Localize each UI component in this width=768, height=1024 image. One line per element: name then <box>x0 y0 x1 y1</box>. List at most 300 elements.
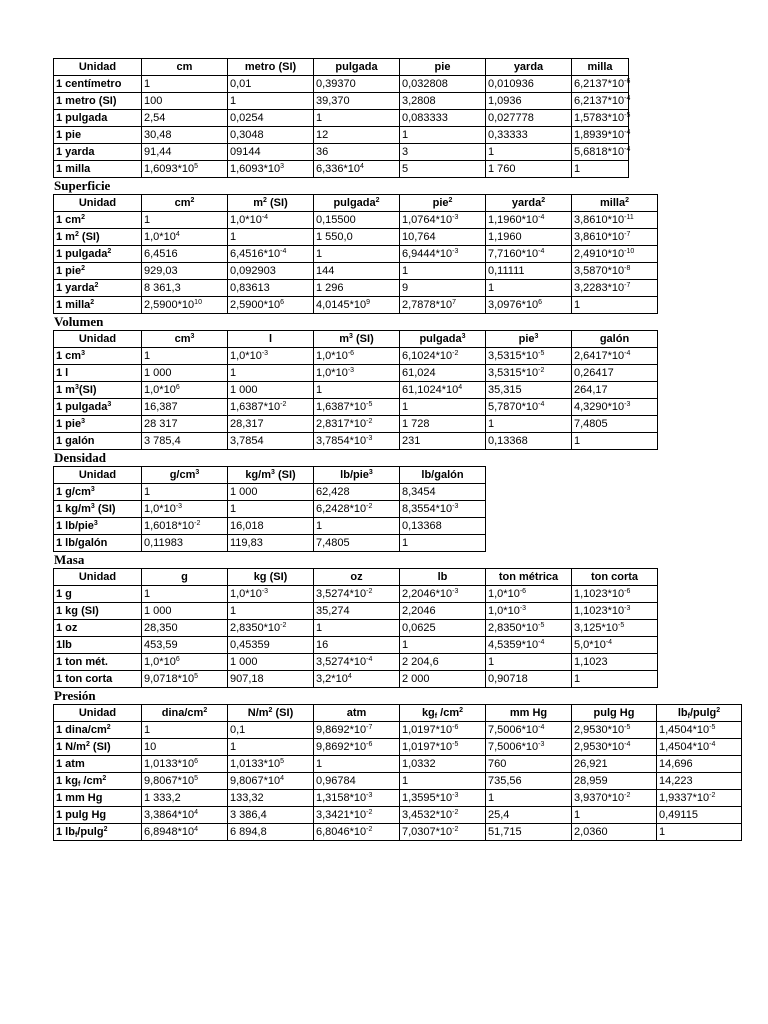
table-cell: $9,8067*10^4$ <box>228 773 314 790</box>
row-unit-label: 1 yarda$^2$ <box>54 280 142 297</box>
table-cell: $7,7160*10^{-4}$ <box>486 246 572 263</box>
table-cell: 1 <box>142 484 228 501</box>
table-cell: $2,5900*10^6$ <box>228 297 314 314</box>
table-cell: 1 <box>400 127 486 144</box>
table-cell: $5,7870*10^{-4}$ <box>486 399 572 416</box>
column-header: pie <box>400 59 486 76</box>
table-row <box>54 212 658 229</box>
table-cell: 231 <box>400 433 486 450</box>
table-row <box>54 722 742 739</box>
table-row <box>54 433 658 450</box>
table-cell: 2 000 <box>400 671 486 688</box>
table-row <box>54 76 629 93</box>
table-cell: $1,4504*10^{-5}$ <box>657 722 742 739</box>
table-cell: 1 <box>572 161 629 178</box>
row-unit-label: 1 milla <box>54 161 142 178</box>
table-row <box>54 416 658 433</box>
table-cell: $6,336*10^4$ <box>314 161 400 178</box>
table-cell: 0,90718 <box>486 671 572 688</box>
row-unit-label: 1 milla$^2$ <box>54 297 142 314</box>
table-cell: $1,0133*10^6$ <box>142 756 228 773</box>
table-cell: 0,11983 <box>142 535 228 552</box>
table-cell: 1 <box>228 229 314 246</box>
table-cell: $4,0145*10^9$ <box>314 297 400 314</box>
table-cell: 2 204,6 <box>400 654 486 671</box>
table-cell: $6,4516*10^{-4}$ <box>228 246 314 263</box>
table-cell: $9,8692*10^{-7}$ <box>314 722 400 739</box>
table-cell: $2,8317*10^{-2}$ <box>314 416 400 433</box>
row-unit-label: 1 pulgada$^2$ <box>54 246 142 263</box>
row-unit-label: 1 $g/cm^3$ <box>54 484 142 501</box>
column-header: atm <box>314 705 400 722</box>
table-row <box>54 807 742 824</box>
table-cell: $5,0*10^{-4}$ <box>572 637 658 654</box>
table-cell: $3,4532*10^{-2}$ <box>400 807 486 824</box>
row-unit-label: 1 ton corta <box>54 671 142 688</box>
column-header: ton métrica <box>486 569 572 586</box>
table-cell: 28,317 <box>228 416 314 433</box>
table-cell: $4,3290*10^{-3}$ <box>572 399 658 416</box>
table-row <box>54 586 658 603</box>
table-superficie <box>53 194 658 314</box>
row-unit-label: 1 ton mét. <box>54 654 142 671</box>
section-title-volumen: Volumen <box>54 314 104 329</box>
table-presion <box>53 704 742 841</box>
table-cell: 0,027778 <box>486 110 572 127</box>
column-header-unidad: Unidad <box>54 331 142 348</box>
table-cell: $1,1023*10^{-3}$ <box>572 603 658 620</box>
table-cell: 1 <box>314 110 400 127</box>
table-cell: 0,15500 <box>314 212 400 229</box>
table-cell: $1,8939*10^{-4}$ <box>572 127 629 144</box>
table-cell: $1,5783*10^{-5}$ <box>572 110 629 127</box>
table-cell: 1 000 <box>228 484 314 501</box>
table-cell: $9,8067*10^5$ <box>142 773 228 790</box>
table-cell: 1 <box>486 790 572 807</box>
table-cell: 1 <box>572 433 658 450</box>
table-row <box>54 144 629 161</box>
column-header: yarda$^2$ <box>486 195 572 212</box>
table-cell: $6,8046*10^{-2}$ <box>314 824 400 841</box>
table-cell: 1 728 <box>400 416 486 433</box>
conversion-page <box>53 50 743 841</box>
row-unit-label: 1 yarda <box>54 144 142 161</box>
table-cell: 1 <box>486 280 572 297</box>
table-cell: 28,350 <box>142 620 228 637</box>
column-header: galón <box>572 331 658 348</box>
column-header-unidad: Unidad <box>54 569 142 586</box>
header-row <box>54 195 658 212</box>
table-cell: 1 000 <box>228 654 314 671</box>
table-cell: 8,3454 <box>400 484 486 501</box>
table-cell: 735,56 <box>486 773 572 790</box>
row-unit-label: 1 galón <box>54 433 142 450</box>
table-cell: 3,7854 <box>228 433 314 450</box>
column-header-unidad: Unidad <box>54 59 142 76</box>
table-cell: $1,1023*10^{-6}$ <box>572 586 658 603</box>
table-cell: $3,5315*10^{-5}$ <box>486 348 572 365</box>
column-header-unidad: Unidad <box>54 705 142 722</box>
table-cell: 1 <box>228 93 314 110</box>
table-cell: 2,2046 <box>400 603 486 620</box>
table-cell: 1 <box>142 76 228 93</box>
table-cell: $3,9370*10^{-2}$ <box>572 790 657 807</box>
table-cell: 0,39370 <box>314 76 400 93</box>
table-cell: 28,959 <box>572 773 657 790</box>
row-unit-label: 1 mm Hg <box>54 790 142 807</box>
table-cell: 8 361,3 <box>142 280 228 297</box>
table-row <box>54 790 742 807</box>
table-cell: 1 000 <box>142 365 228 382</box>
table-cell: 1 <box>657 824 742 841</box>
table-row <box>54 671 658 688</box>
column-header: $cm^2$ <box>142 195 228 212</box>
column-header: $kg/m^3$ (SI) <box>228 467 314 484</box>
table-cell: 0,092903 <box>228 263 314 280</box>
column-header: $m^3$ (SI) <box>314 331 400 348</box>
table-cell: $2,4910*10^{-10}$ <box>572 246 658 263</box>
table-cell: 119,83 <box>228 535 314 552</box>
table-row <box>54 773 742 790</box>
table-cell: 0,26417 <box>572 365 658 382</box>
table-cell: 144 <box>314 263 400 280</box>
table-cell: 1 <box>228 739 314 756</box>
table-cell: 14,696 <box>657 756 742 773</box>
table-cell: $1,0197*10^{-5}$ <box>400 739 486 756</box>
table-cell: 1 <box>486 654 572 671</box>
column-header: $g/cm^3$ <box>142 467 228 484</box>
row-unit-label: 1 $N/m^2$ (SI) <box>54 739 142 756</box>
table-row <box>54 603 658 620</box>
table-cell: 39,370 <box>314 93 400 110</box>
column-header: pulgada$^2$ <box>314 195 400 212</box>
table-cell: 30,48 <box>142 127 228 144</box>
table-cell: $2,6417*10^{-4}$ <box>572 348 658 365</box>
table-row <box>54 161 629 178</box>
table-cell: $3,5274*10^{-2}$ <box>314 586 400 603</box>
row-unit-label: 1 $kg_f$ $/cm^2$ <box>54 773 142 790</box>
table-cell: $3,8610*10^{-7}$ <box>572 229 658 246</box>
table-cell: 1,1023 <box>572 654 658 671</box>
table-cell: 0,010936 <box>486 76 572 93</box>
section-title-masa: Masa <box>54 552 85 567</box>
table-row <box>54 824 742 841</box>
table-cell: $3,5274*10^{-4}$ <box>314 654 400 671</box>
section-title-presion: Presión <box>54 688 96 703</box>
table-row <box>54 501 486 518</box>
table-cell: 6,4516 <box>142 246 228 263</box>
table-cell: $1,6093*10^3$ <box>228 161 314 178</box>
table-cell: 28 317 <box>142 416 228 433</box>
column-header: dina/$cm^2$ <box>142 705 228 722</box>
table-cell: 0,01 <box>228 76 314 93</box>
table-cell: $1,0*10^4$ <box>142 229 228 246</box>
table-row <box>54 127 629 144</box>
column-header: kg (SI) <box>228 569 314 586</box>
column-header: pie$^3$ <box>486 331 572 348</box>
column-header: milla <box>572 59 629 76</box>
row-unit-label: 1 $kg/m^3$ (SI) <box>54 501 142 518</box>
table-densidad <box>53 466 486 552</box>
row-unit-label: 1 kg (SI) <box>54 603 142 620</box>
table-cell: 2,0360 <box>572 824 657 841</box>
table-row <box>54 348 658 365</box>
table-cell: 1 <box>400 399 486 416</box>
table-row <box>54 535 486 552</box>
table-cell: 3,2808 <box>400 93 486 110</box>
table-cell: $1,0*10^{-6}$ <box>486 586 572 603</box>
table-cell: $3,2*10^4$ <box>314 671 400 688</box>
table-cell: 61,024 <box>400 365 486 382</box>
table-cell: $1,9337*10^{-2}$ <box>657 790 742 807</box>
row-unit-label: 1 dina/$cm^2$ <box>54 722 142 739</box>
table-cell: 0,49115 <box>657 807 742 824</box>
row-unit-label: 1 centímetro <box>54 76 142 93</box>
column-header: lb <box>400 569 486 586</box>
table-cell: 1 <box>142 348 228 365</box>
table-cell: 907,18 <box>228 671 314 688</box>
table-cell: 16,387 <box>142 399 228 416</box>
table-cell: 1 <box>314 518 400 535</box>
header-row <box>54 59 629 76</box>
column-header: $lb_f/pulg^2$ <box>657 705 742 722</box>
table-cell: $3,125*10^{-5}$ <box>572 620 658 637</box>
row-unit-label: 1 pulgada$^3$ <box>54 399 142 416</box>
table-cell: 0,3048 <box>228 127 314 144</box>
table-cell: 1 760 <box>486 161 572 178</box>
row-unit-label: 1 $lb_f/pulg^2$ <box>54 824 142 841</box>
table-cell: 0,083333 <box>400 110 486 127</box>
table-cell: $1,6018*10^{-2}$ <box>142 518 228 535</box>
table-cell: 0,83613 <box>228 280 314 297</box>
row-unit-label: 1 oz <box>54 620 142 637</box>
table-cell: 1 <box>572 671 658 688</box>
table-cell: $1,1960*10^{-4}$ <box>486 212 572 229</box>
table-cell: 9 <box>400 280 486 297</box>
table-cell: $3,7854*10^{-3}$ <box>314 433 400 450</box>
table-cell: 25,4 <box>486 807 572 824</box>
table-cell: $1,0*10^{-3}$ <box>486 603 572 620</box>
table-cell: $1,0133*10^5$ <box>228 756 314 773</box>
table-cell: 1 <box>228 365 314 382</box>
table-cell: 100 <box>142 93 228 110</box>
table-cell: 16 <box>314 637 400 654</box>
table-cell: 264,17 <box>572 382 658 399</box>
table-row <box>54 263 658 280</box>
table-cell: 1 000 <box>142 603 228 620</box>
table-cell: $1,6093*10^5$ <box>142 161 228 178</box>
table-row <box>54 518 486 535</box>
table-cell: $7,0307*10^{-2}$ <box>400 824 486 841</box>
table-cell: 0,032808 <box>400 76 486 93</box>
table-cell: $2,8350*10^{-2}$ <box>228 620 314 637</box>
table-row <box>54 229 658 246</box>
table-cell: 2,54 <box>142 110 228 127</box>
table-cell: $3,5870*10^{-8}$ <box>572 263 658 280</box>
table-cell: 35,274 <box>314 603 400 620</box>
table-cell: $2,8350*10^{-5}$ <box>486 620 572 637</box>
table-cell: 1 <box>142 212 228 229</box>
table-cell: $2,9530*10^{-5}$ <box>572 722 657 739</box>
row-unit-label: 1 g <box>54 586 142 603</box>
table-cell: 1 <box>572 807 657 824</box>
table-cell: 1 <box>228 603 314 620</box>
table-row <box>54 399 658 416</box>
column-header: $m^2$ (SI) <box>228 195 314 212</box>
table-cell: $6,2428*10^{-2}$ <box>314 501 400 518</box>
table-cell: 0,45359 <box>228 637 314 654</box>
table-cell: 1 333,2 <box>142 790 228 807</box>
row-unit-label: 1 $m^3(SI)$ <box>54 382 142 399</box>
table-cell: 1,1960 <box>486 229 572 246</box>
table-cell: $6,2137*10^{-4}$ <box>572 93 629 110</box>
table-cell: 0,11111 <box>486 263 572 280</box>
table-cell: 1 <box>400 535 486 552</box>
header-row <box>54 467 486 484</box>
column-header: pulgada <box>314 59 400 76</box>
table-row <box>54 637 658 654</box>
table-cell: $1,3158*10^{-3}$ <box>314 790 400 807</box>
table-cell: $3,3421*10^{-2}$ <box>314 807 400 824</box>
column-header: g <box>142 569 228 586</box>
table-cell: 62,428 <box>314 484 400 501</box>
table-cell: 3 785,4 <box>142 433 228 450</box>
table-cell: $6,2137*10^{-6}$ <box>572 76 629 93</box>
table-cell: $4,5359*10^{-4}$ <box>486 637 572 654</box>
row-unit-label: 1 lb/galón <box>54 535 142 552</box>
row-unit-label: 1 lb/pie$^3$ <box>54 518 142 535</box>
column-header-unidad: Unidad <box>54 467 142 484</box>
table-row <box>54 280 658 297</box>
row-unit-label: 1lb <box>54 637 142 654</box>
column-header: lb/galón <box>400 467 486 484</box>
table-cell: 10,764 <box>400 229 486 246</box>
table-row <box>54 93 629 110</box>
column-header: pulg Hg <box>572 705 657 722</box>
table-cell: $1,0*10^{-3}$ <box>228 586 314 603</box>
table-cell: 09144 <box>228 144 314 161</box>
table-cell: 1 <box>400 263 486 280</box>
column-header: mm Hg <box>486 705 572 722</box>
table-row <box>54 620 658 637</box>
table-cell: 3 <box>400 144 486 161</box>
table-cell: 0,1 <box>228 722 314 739</box>
table-cell: 6 894,8 <box>228 824 314 841</box>
table-cell: 1 <box>314 246 400 263</box>
table-cell: 1 <box>486 416 572 433</box>
table-volumen <box>53 330 658 450</box>
table-cell: 1 <box>142 722 228 739</box>
table-cell: 760 <box>486 756 572 773</box>
table-cell: 1 <box>314 620 400 637</box>
table-row <box>54 484 486 501</box>
table-cell: 1 <box>486 144 572 161</box>
column-header: cm <box>142 59 228 76</box>
table-cell: 1 <box>400 637 486 654</box>
table-cell: $2,5900*10^{10}$ <box>142 297 228 314</box>
row-unit-label: 1 $cm^3$ <box>54 348 142 365</box>
section-title-densidad: Densidad <box>54 450 107 465</box>
row-unit-label: 1 $cm^2$ <box>54 212 142 229</box>
table-cell: $3,2283*10^{-7}$ <box>572 280 658 297</box>
table-cell: $2,2046*10^{-3}$ <box>400 586 486 603</box>
row-unit-label: 1 pie$^2$ <box>54 263 142 280</box>
header-row <box>54 705 742 722</box>
table-row <box>54 246 658 263</box>
row-unit-label: 1 atm <box>54 756 142 773</box>
table-cell: $1,0*10^{-3}$ <box>142 501 228 518</box>
table-cell: 14,223 <box>657 773 742 790</box>
table-cell: 0,13368 <box>486 433 572 450</box>
table-cell: $6,9444*10^{-3}$ <box>400 246 486 263</box>
table-cell: $1,6387*10^{-2}$ <box>228 399 314 416</box>
table-cell: 51,715 <box>486 824 572 841</box>
column-header: metro (SI) <box>228 59 314 76</box>
table-row <box>54 110 629 127</box>
table-cell: $61,1024*10^4$ <box>400 382 486 399</box>
table-cell: 0,96784 <box>314 773 400 790</box>
table-cell: 0,0254 <box>228 110 314 127</box>
section-title-superficie: Superficie <box>54 178 111 193</box>
table-cell: 453,59 <box>142 637 228 654</box>
table-cell: $8,3554*10^{-3}$ <box>400 501 486 518</box>
table-cell: $7,5006*10^{-3}$ <box>486 739 572 756</box>
table-cell: 0,13368 <box>400 518 486 535</box>
column-header: oz <box>314 569 400 586</box>
table-row <box>54 365 658 382</box>
table-cell: 0,33333 <box>486 127 572 144</box>
table-cell: $3,8610*10^{-11}$ <box>572 212 658 229</box>
table-cell: 3 386,4 <box>228 807 314 824</box>
table-cell: 36 <box>314 144 400 161</box>
table-cell: $1,0*10^{-3}$ <box>228 348 314 365</box>
table-cell: 7,4805 <box>314 535 400 552</box>
table-cell: $1,6387*10^{-5}$ <box>314 399 400 416</box>
table-cell: 1 <box>400 773 486 790</box>
table-row <box>54 654 658 671</box>
column-header: lb/pie$^3$ <box>314 467 400 484</box>
column-header: pulgada$^3$ <box>400 331 486 348</box>
row-unit-label: 1 pulgada <box>54 110 142 127</box>
table-cell: 1,0332 <box>400 756 486 773</box>
table-cell: 16,018 <box>228 518 314 535</box>
table-cell: 7,4805 <box>572 416 658 433</box>
table-cell: $1,0*10^6$ <box>142 654 228 671</box>
table-row <box>54 382 658 399</box>
table-cell: 929,03 <box>142 263 228 280</box>
table-cell: $1,3595*10^{-3}$ <box>400 790 486 807</box>
table-cell: $2,9530*10^{-4}$ <box>572 739 657 756</box>
table-cell: $3,0976*10^6$ <box>486 297 572 314</box>
column-header: l <box>228 331 314 348</box>
table-cell: $1,0764*10^{-3}$ <box>400 212 486 229</box>
table-cell: 1 <box>142 586 228 603</box>
table-cell: $1,0197*10^{-6}$ <box>400 722 486 739</box>
table-cell: 1 000 <box>228 382 314 399</box>
column-header-unidad: Unidad <box>54 195 142 212</box>
row-unit-label: 1 metro (SI) <box>54 93 142 110</box>
row-unit-label: 1 pulg Hg <box>54 807 142 824</box>
table-masa <box>53 568 658 688</box>
table-cell: $1,0*10^{-3}$ <box>314 365 400 382</box>
table-cell: 5 <box>400 161 486 178</box>
column-header: $N/m^2$ (SI) <box>228 705 314 722</box>
table-cell: $1,4504*10^{-4}$ <box>657 739 742 756</box>
table-cell: $1,0*10^{-6}$ <box>314 348 400 365</box>
table-cell: 1,0936 <box>486 93 572 110</box>
table-cell: 1 <box>314 756 400 773</box>
table-cell: 91,44 <box>142 144 228 161</box>
